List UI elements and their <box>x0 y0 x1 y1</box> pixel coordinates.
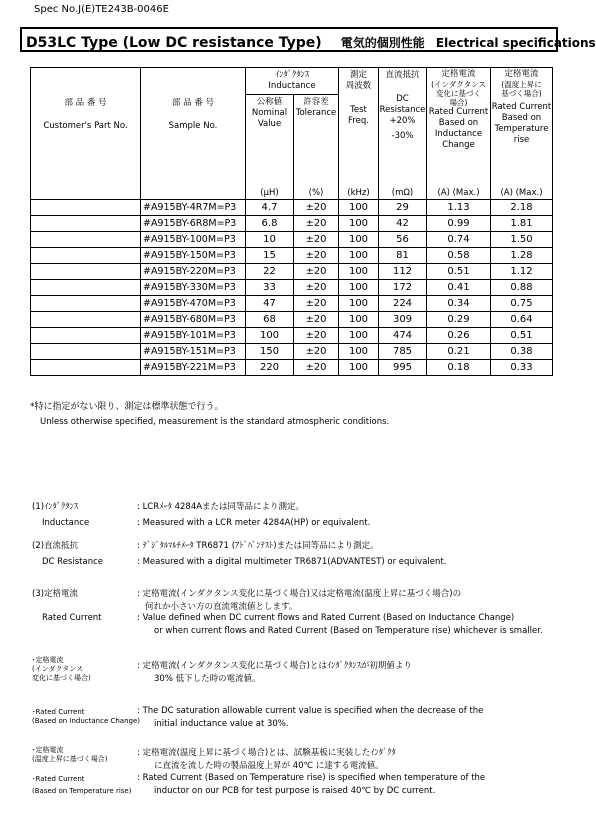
cell-dc-resistance: 56 <box>379 231 427 247</box>
cell-customer-part-no <box>31 263 141 279</box>
cell-test-freq: 100 <box>339 231 379 247</box>
header-dcr-tol-plus: +20% <box>389 116 416 126</box>
note-english: Unless otherwise specified, measurement is the standard atmospheric conditions. <box>40 417 390 427</box>
cell-test-freq: 100 <box>339 295 379 311</box>
cell-rated-current-inductance: 0.41 <box>427 279 491 295</box>
header-rc2-en1: Rated Current <box>491 102 552 112</box>
cell-rated-current-inductance: 0.29 <box>427 311 491 327</box>
cell-sample-no: #A915BY-221M=P3 <box>141 359 246 375</box>
cell-customer-part-no <box>31 247 141 263</box>
def-dcr-value-en: : Measured with a digital multimeter TR6871(ADVANTEST) or equivalent. <box>137 557 447 567</box>
cell-test-freq: 100 <box>339 311 379 327</box>
header-customer-en: Customer's Part No. <box>43 121 128 131</box>
def-ic-value-jp1: : 定格電流(インダクタンス変化に基づく場合)とはｲﾝﾀﾞｸﾀﾝｽが初期値より <box>137 661 412 671</box>
cell-rated-current-temperature: 0.75 <box>491 295 553 311</box>
cell-dc-resistance: 995 <box>379 359 427 375</box>
cell-test-freq: 100 <box>339 327 379 343</box>
header-inductance-jp: ｲﾝﾀﾞｸﾀﾝｽ <box>274 70 309 80</box>
cell-rated-current-inductance: 0.21 <box>427 343 491 359</box>
header-freq-jp1: 測定 <box>349 70 367 80</box>
def-tr-label-jp1: ･定格電流 <box>32 746 64 754</box>
def-ic-label-en1: ･Rated Current <box>32 708 85 716</box>
cell-rated-current-inductance: 0.18 <box>427 359 491 375</box>
header-dcr-en2: Resistance <box>379 105 426 115</box>
header-dc-resistance <box>379 68 427 188</box>
cell-rated-current-temperature: 0.33 <box>491 359 553 375</box>
cell-tolerance: ±20 <box>294 199 339 215</box>
header-dcr-unit: (mΩ) <box>379 188 427 200</box>
cell-nominal: 6.8 <box>246 215 294 231</box>
cell-nominal: 100 <box>246 327 294 343</box>
cell-tolerance: ±20 <box>294 343 339 359</box>
cell-rated-current-inductance: 0.26 <box>427 327 491 343</box>
def-tr-value-jp1: : 定格電流(温度上昇に基づく場合)とは、試験基板に実装したｲﾝﾀﾞｸﾀ <box>137 748 396 758</box>
def-tr-label-jp2: (温度上昇に基づく場合) <box>32 755 108 763</box>
cell-sample-no: #A915BY-150M=P3 <box>141 247 246 263</box>
def-dcr-label-jp: (2)直流抵抗 <box>32 541 79 551</box>
def-rc-value-en2: or when current flows and Rated Current (Based on Temperature rise) whichever is smaller. <box>154 626 543 636</box>
def-rc-value-jp1: : 定格電流(インダクタンス変化に基づく場合)又は定格電流(温度上昇に基づく場合)の <box>137 589 462 599</box>
cell-sample-no: #A915BY-100M=P3 <box>141 231 246 247</box>
header-nominal-en2: Value <box>257 119 282 129</box>
cell-dc-resistance: 172 <box>379 279 427 295</box>
def-ic-label-jp1: ･定格電流 <box>32 656 64 664</box>
cell-sample-no: #A915BY-220M=P3 <box>141 263 246 279</box>
table-row <box>31 231 553 247</box>
header-rc1-en3: Inductance <box>434 129 483 139</box>
cell-tolerance: ±20 <box>294 247 339 263</box>
cell-customer-part-no <box>31 359 141 375</box>
cell-nominal: 68 <box>246 311 294 327</box>
header-rc2-jp-sub1: (温度上昇に <box>501 80 542 89</box>
def-tr-label-en2: (Based on Temperature rise) <box>32 787 132 795</box>
page-title <box>20 27 596 52</box>
def-ic-value-en2: initial inductance value at 30%. <box>154 719 289 729</box>
cell-rated-current-temperature: 0.64 <box>491 311 553 327</box>
cell-tolerance: ±20 <box>294 311 339 327</box>
header-rc1-jp-sub3: 場合) <box>449 98 468 107</box>
cell-tolerance: ±20 <box>294 263 339 279</box>
cell-rated-current-temperature: 2.18 <box>491 199 553 215</box>
cell-rated-current-temperature: 0.88 <box>491 279 553 295</box>
def-dcr-label-en: DC Resistance <box>42 557 103 567</box>
def-tr-label-jp <box>32 746 107 764</box>
table-row <box>31 263 553 279</box>
header-tol-jp: 許容差 <box>303 97 329 107</box>
cell-nominal: 150 <box>246 343 294 359</box>
header-nominal-value <box>246 95 294 188</box>
table-row <box>31 311 553 327</box>
table-row <box>31 215 553 231</box>
cell-test-freq: 100 <box>339 263 379 279</box>
cell-tolerance: ±20 <box>294 359 339 375</box>
def-rc-value-jp2: 何れか小さい方の直流電流値とします。 <box>145 602 298 612</box>
def-ic-label-jp2: (インダクタンス <box>32 665 84 673</box>
cell-test-freq: 100 <box>339 215 379 231</box>
cell-tolerance: ±20 <box>294 279 339 295</box>
table-row <box>31 327 553 343</box>
cell-rated-current-inductance: 0.58 <box>427 247 491 263</box>
cell-rated-current-temperature: 1.28 <box>491 247 553 263</box>
table-row <box>31 279 553 295</box>
cell-customer-part-no <box>31 327 141 343</box>
cell-customer-part-no <box>31 215 141 231</box>
cell-dc-resistance: 29 <box>379 199 427 215</box>
def-ic-label-en2: (Based on Inductance Change) <box>32 717 141 725</box>
def-ic-label-jp3: 変化に基づく場合) <box>32 674 91 682</box>
table-row <box>31 247 553 263</box>
electrical-spec-table <box>30 67 553 376</box>
cell-rated-current-temperature: 0.51 <box>491 327 553 343</box>
header-rc2-jp-sub2: 基づく場合) <box>501 89 542 98</box>
header-sample-no <box>141 68 246 200</box>
spec-number: Spec No.J(E)TE243B-0046E <box>34 4 169 15</box>
header-dcr-jp: 直流抵抗 <box>385 70 420 80</box>
cell-customer-part-no <box>31 311 141 327</box>
header-sample-en: Sample No. <box>168 121 218 131</box>
header-rc2-unit: (A) (Max.) <box>491 188 553 200</box>
def-tr-label-en <box>32 775 131 796</box>
cell-test-freq: 100 <box>339 279 379 295</box>
cell-rated-current-temperature: 0.38 <box>491 343 553 359</box>
header-rc1-jp-sub1: (インダクタンス <box>431 80 486 89</box>
cell-dc-resistance: 785 <box>379 343 427 359</box>
cell-customer-part-no <box>31 295 141 311</box>
cell-rated-current-inductance: 0.51 <box>427 263 491 279</box>
cell-dc-resistance: 224 <box>379 295 427 311</box>
cell-sample-no: #A915BY-330M=P3 <box>141 279 246 295</box>
header-freq-jp2: 周波数 <box>345 81 372 91</box>
cell-nominal: 22 <box>246 263 294 279</box>
header-nominal-jp: 公称値 <box>256 97 283 107</box>
cell-dc-resistance: 42 <box>379 215 427 231</box>
cell-test-freq: 100 <box>339 199 379 215</box>
cell-nominal: 4.7 <box>246 199 294 215</box>
cell-rated-current-temperature: 1.12 <box>491 263 553 279</box>
table-row <box>31 295 553 311</box>
header-rated-current-temperature <box>491 68 553 188</box>
def-tr-label-en1: ･Rated Current <box>32 775 85 783</box>
header-rc1-jp-sub2: 変化に基づく <box>436 89 481 98</box>
def-inductance-value-en: : Measured with a LCR meter 4284A(HP) or equivalent. <box>137 518 371 528</box>
def-tr-value-en2: inductor on our PCB for test purpose is raised 40℃ by DC current. <box>154 786 436 796</box>
cell-sample-no: #A915BY-680M=P3 <box>141 311 246 327</box>
def-tr-value-jp2: に直流を流した時の製品温度上昇が 40℃ に達する電流値。 <box>154 761 384 771</box>
header-rc2-en3: Temperature <box>494 124 549 134</box>
cell-rated-current-temperature: 1.50 <box>491 231 553 247</box>
cell-tolerance: ±20 <box>294 215 339 231</box>
header-tol-en: Tolerance <box>295 108 337 118</box>
cell-nominal: 220 <box>246 359 294 375</box>
cell-sample-no: #A915BY-101M=P3 <box>141 327 246 343</box>
cell-dc-resistance: 81 <box>379 247 427 263</box>
cell-rated-current-inductance: 1.13 <box>427 199 491 215</box>
cell-nominal: 10 <box>246 231 294 247</box>
header-rated-current-inductance <box>427 68 491 188</box>
cell-tolerance: ±20 <box>294 231 339 247</box>
table-row <box>31 199 553 215</box>
cell-nominal: 47 <box>246 295 294 311</box>
header-rc2-jp: 定格電流 <box>504 69 539 79</box>
def-ic-label-jp <box>32 656 91 683</box>
title-english: D53LC Type (Low DC resistance Type) <box>26 35 322 51</box>
cell-test-freq: 100 <box>339 247 379 263</box>
header-rc1-en4: Change <box>442 140 475 150</box>
header-nominal-unit: (μH) <box>246 188 294 200</box>
cell-customer-part-no <box>31 279 141 295</box>
header-customer-jp: 部 品 番 号 <box>64 98 107 108</box>
cell-rated-current-inductance: 0.34 <box>427 295 491 311</box>
note-japanese: *特に指定がない限り、測定は標準状態で行う。 <box>30 402 224 412</box>
table-row <box>31 359 553 375</box>
def-ic-value-en1: : The DC saturation allowable current value is specified when the decrease of the <box>137 706 484 716</box>
cell-customer-part-no <box>31 199 141 215</box>
header-inductance <box>246 68 339 95</box>
header-inductance-en: Inductance <box>268 81 316 91</box>
def-ic-label-en <box>32 708 140 726</box>
header-dcr-en1: DC <box>396 94 409 104</box>
header-sample-jp: 部 品 番 号 <box>171 98 215 108</box>
cell-rated-current-inductance: 0.74 <box>427 231 491 247</box>
cell-nominal: 15 <box>246 247 294 263</box>
header-rc1-jp: 定格電流 <box>441 69 476 79</box>
spec-table-body <box>31 199 553 375</box>
cell-nominal: 33 <box>246 279 294 295</box>
cell-rated-current-inductance: 0.99 <box>427 215 491 231</box>
header-rc1-en1: Rated Current <box>428 107 489 117</box>
def-rc-label-jp: (3)定格電流 <box>32 589 79 599</box>
cell-dc-resistance: 309 <box>379 311 427 327</box>
cell-dc-resistance: 474 <box>379 327 427 343</box>
header-rc1-unit: (A) (Max.) <box>427 188 491 200</box>
def-rc-value-en1: : Value defined when DC current flows and Rated Current (Based on Inductance Change) <box>137 613 515 623</box>
cell-sample-no: #A915BY-470M=P3 <box>141 295 246 311</box>
title-japanese: 電気的個別性能 <box>340 36 425 50</box>
def-inductance-label-en: Inductance <box>42 518 90 528</box>
cell-tolerance: ±20 <box>294 327 339 343</box>
def-inductance-label-jp: (1)ｲﾝﾀﾞｸﾀﾝｽ <box>32 502 79 512</box>
cell-sample-no: #A915BY-151M=P3 <box>141 343 246 359</box>
cell-sample-no: #A915BY-4R7M=P3 <box>141 199 246 215</box>
header-rc1-en2: Based on <box>438 118 479 128</box>
header-freq-en1: Test <box>350 105 367 115</box>
table-row <box>31 343 553 359</box>
title-english-sub: Electrical specifications <box>435 36 596 50</box>
header-rc2-en2: Based on <box>501 113 542 123</box>
header-tolerance <box>294 95 339 188</box>
def-tr-value-en1: : Rated Current (Based on Temperature rise) is specified when temperature of the <box>137 773 486 783</box>
header-tol-unit: (%) <box>294 188 339 200</box>
header-dcr-tol-minus: -30% <box>391 131 414 141</box>
cell-tolerance: ±20 <box>294 295 339 311</box>
cell-sample-no: #A915BY-6R8M=P3 <box>141 215 246 231</box>
header-nominal-en1: Nominal <box>251 108 288 118</box>
header-rc2-en4: rise <box>513 135 530 145</box>
header-customer-part-no <box>31 68 141 200</box>
header-freq-unit: (kHz) <box>339 188 379 200</box>
cell-test-freq: 100 <box>339 343 379 359</box>
cell-test-freq: 100 <box>339 359 379 375</box>
def-rc-label-en: Rated Current <box>42 613 102 623</box>
header-freq-en2: Freq. <box>348 116 369 126</box>
cell-rated-current-temperature: 1.81 <box>491 215 553 231</box>
cell-customer-part-no <box>31 343 141 359</box>
def-ic-value-jp2: 30% 低下した時の電流値。 <box>154 674 261 684</box>
cell-dc-resistance: 112 <box>379 263 427 279</box>
def-dcr-value-jp: : ﾃﾞｼﾞﾀﾙﾏﾙﾁﾒｰﾀ TR6871 (ｱﾄﾞﾊﾞﾝﾃｽﾄ)または同等品により測定。 <box>137 541 379 551</box>
def-inductance-value-jp: : LCRﾒｰﾀ 4284Aまたは同等品により測定。 <box>137 502 305 512</box>
cell-customer-part-no <box>31 231 141 247</box>
header-test-freq <box>339 68 379 188</box>
